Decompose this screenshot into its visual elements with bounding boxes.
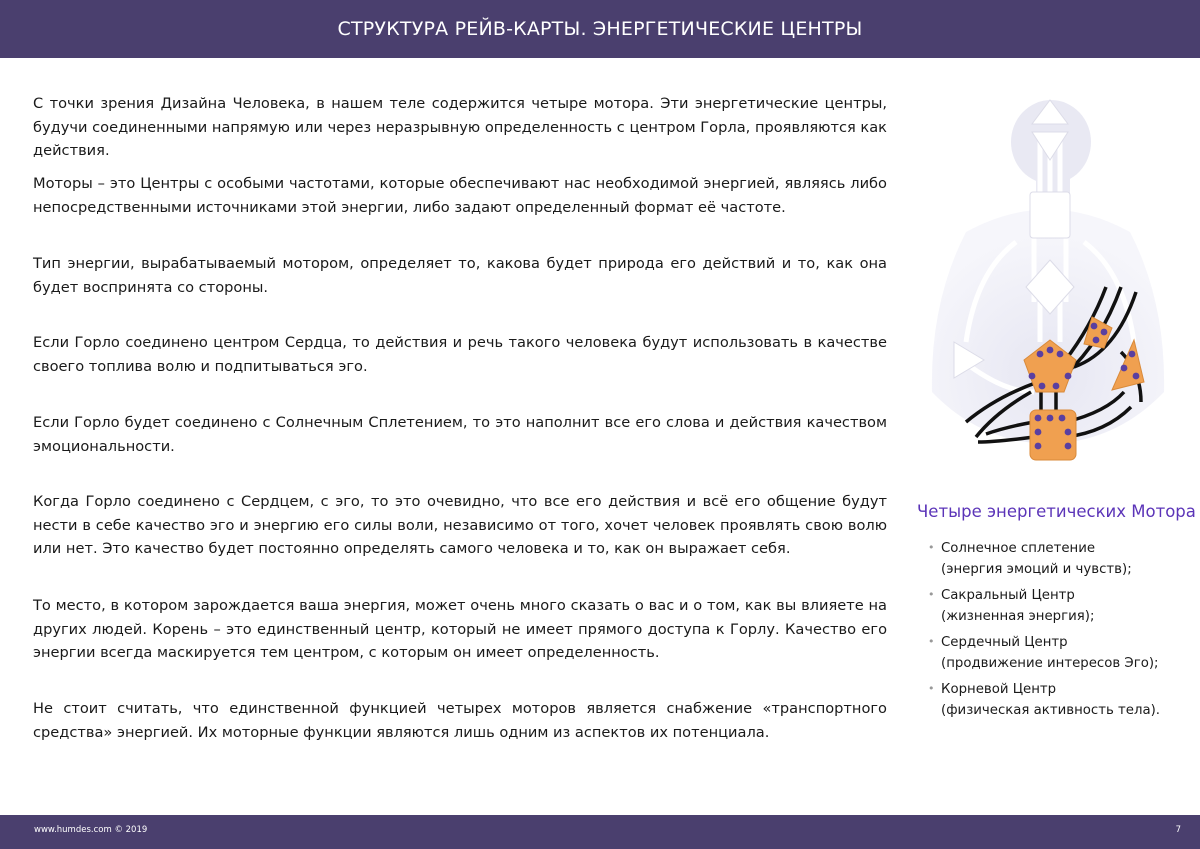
motor-name: Солнечное сплетение: [941, 541, 1096, 556]
motor-desc: (энергия эмоций и чувств);: [941, 562, 1132, 577]
paragraph: Не стоит считать, что единственной функцией четырех моторов является снабжение «транспортного средства» энергией. Их моторные функции являются лишь одним из аспектов их потенциала.: [33, 700, 887, 741]
bullet-icon: •: [928, 541, 935, 554]
bullet-icon: •: [928, 588, 935, 601]
paragraph: Когда Горло соединено с Сердцем, с эго, то это очевидно, что все его действия и всё его общение будут нести в себе качество эго и энергию его силы воли, независимо от того, хочет человек проявлять свою волю или нет. Это качество будет постоянно определять самого человека и то, как он выражает себя.: [33, 493, 887, 557]
bodygraph-illustration: [916, 92, 1180, 472]
page-title: СТРУКТУРА РЕЙВ-КАРТЫ. ЭНЕРГЕТИЧЕСКИЕ ЦЕНТРЫ: [337, 18, 863, 40]
motor-name: Корневой Центр: [941, 682, 1057, 697]
motor-desc: (продвижение интересов Эго);: [941, 656, 1159, 671]
paragraph: То место, в котором зарождается ваша энергия, может очень много сказать о вас и о том, как вы влияете на других людей. Корень – это единственный центр, который не имеет прямого доступа к Горлу. Качество его энергии всегда маскируется тем центром, с которым он имеет определенность.: [33, 597, 887, 661]
list-item: [928, 538, 1160, 580]
bullet-icon: •: [928, 682, 935, 695]
paragraph: Моторы – это Центры с особыми частотами, которые обеспечивают нас необходимой энергией, являясь либо непосредственными источниками этой энергии, либо задают определенный формат её частоте.: [33, 175, 887, 216]
paragraph: С точки зрения Дизайна Человека, в нашем теле содержится четыре мотора. Эти энергетические центры, будучи соединенными напрямую или через неразрывную определенность с центром Горла, проявляются как действия.: [33, 95, 887, 159]
bodygraph-figure: [916, 92, 1180, 472]
motor-desc: (жизненная энергия);: [941, 609, 1095, 624]
page-footer: [0, 815, 1200, 849]
motor-desc: (физическая активность тела).: [941, 703, 1161, 718]
bullet-icon: •: [928, 635, 935, 648]
list-item: [928, 679, 1160, 721]
paragraph: Если Горло будет соединено с Солнечным Сплетением, то это наполнит все его слова и действия качеством эмоциональности.: [33, 414, 887, 455]
footer-site: www.humdes.com © 2019: [34, 825, 148, 835]
motors-list: [928, 538, 1160, 726]
motor-name: Сердечный Центр: [941, 635, 1068, 650]
page-header: [0, 0, 1200, 58]
paragraph: Если Горло соединено центром Сердца, то действия и речь такого человека будут использовать в качестве своего топлива волю и подпитываться эго.: [33, 334, 887, 375]
list-item: [928, 632, 1160, 674]
list-item: [928, 585, 1160, 627]
motors-title: Четыре энергетических Мотора: [917, 502, 1196, 521]
motor-name: Сакральный Центр: [941, 588, 1075, 603]
page-number: 7: [1175, 825, 1181, 835]
paragraph: Тип энергии, вырабатываемый мотором, определяет то, какова будет природа его действий и то, как она будет воспринята со стороны.: [33, 255, 887, 296]
